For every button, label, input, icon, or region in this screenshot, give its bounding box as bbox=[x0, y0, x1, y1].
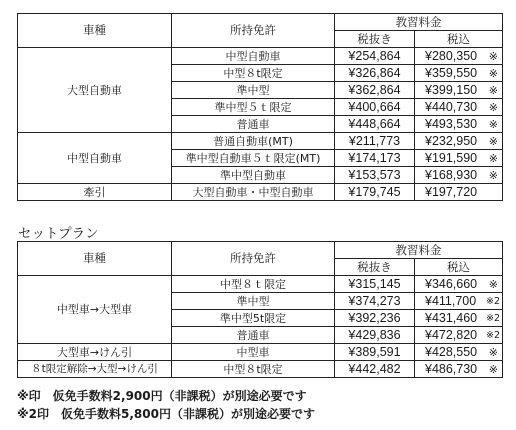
note-mark: ※2 bbox=[485, 295, 500, 307]
tax-incl-cell bbox=[415, 99, 503, 116]
pre-tax-cell: ¥374,273 bbox=[335, 293, 415, 310]
note-mark: ※ bbox=[488, 100, 498, 114]
note-mark: ※ bbox=[488, 345, 498, 359]
license-cell: 準中型自動車５ｔ限定(MT) bbox=[172, 150, 335, 167]
license-cell: 準中型5t限定 bbox=[172, 310, 335, 327]
vehicle-type-cell: 大型車→けん引 bbox=[18, 344, 172, 361]
note-mark: ※ bbox=[488, 66, 498, 80]
tax-incl-cell bbox=[415, 310, 503, 327]
note-mark: ※ bbox=[488, 151, 498, 165]
license-cell: 中型８ｔ限定 bbox=[172, 276, 335, 293]
tax-incl-cell bbox=[415, 293, 503, 310]
note-mark: ※2 bbox=[485, 312, 500, 324]
note-mark: ※ bbox=[488, 362, 498, 376]
table-row bbox=[18, 48, 503, 65]
tax-incl-value: ¥280,350 bbox=[425, 48, 478, 63]
tax-incl-cell bbox=[415, 276, 503, 293]
tax-incl-cell bbox=[415, 150, 503, 167]
pre-tax-cell: ¥211,773 bbox=[335, 133, 415, 150]
tax-incl-value: ¥168,930 bbox=[425, 167, 478, 182]
tax-incl-value: ¥399,150 bbox=[425, 82, 478, 97]
pre-tax-cell: ¥179,745 bbox=[335, 184, 415, 201]
table-header-row bbox=[18, 14, 503, 31]
license-cell: 中型車 bbox=[172, 344, 335, 361]
tax-incl-value: ¥440,730 bbox=[425, 99, 478, 114]
pre-tax-cell: ¥400,664 bbox=[335, 99, 415, 116]
tax-incl-value: ¥346,660 bbox=[425, 276, 478, 291]
pre-tax-cell: ¥326,864 bbox=[335, 65, 415, 82]
tax-incl-value: ¥232,950 bbox=[425, 133, 478, 148]
license-cell: 普通車 bbox=[172, 116, 335, 133]
note-mark: ※ bbox=[488, 277, 498, 291]
tax-incl-cell bbox=[415, 82, 503, 99]
vehicle-type-cell: 中型自動車 bbox=[18, 133, 172, 184]
set-plan-table bbox=[17, 241, 503, 378]
table-row bbox=[18, 361, 503, 378]
tax-incl-cell bbox=[415, 344, 503, 361]
tax-incl-value: ¥191,590 bbox=[425, 150, 478, 165]
license-cell: 中型８t限定 bbox=[172, 65, 335, 82]
header-license-held: 所持免許 bbox=[172, 242, 335, 276]
note-mark: ※ bbox=[488, 117, 498, 131]
tax-incl-cell bbox=[415, 167, 503, 184]
pre-tax-cell: ¥389,591 bbox=[335, 344, 415, 361]
tax-incl-value: ¥411,700 bbox=[425, 293, 477, 308]
tax-incl-value: ¥431,460 bbox=[425, 310, 478, 325]
note-mark: ※ bbox=[488, 83, 498, 97]
vehicle-type-cell: 牽引 bbox=[18, 184, 172, 201]
tax-incl-value: ¥493,530 bbox=[425, 116, 478, 131]
footnote-2: ※2印 仮免手数料5,800円（非課税）が別途必要です bbox=[17, 407, 315, 421]
pre-tax-cell: ¥254,864 bbox=[335, 48, 415, 65]
header-pre-tax: 税抜き bbox=[335, 31, 415, 48]
pre-tax-cell: ¥392,236 bbox=[335, 310, 415, 327]
tax-incl-value: ¥486,730 bbox=[425, 361, 478, 376]
tuition-table bbox=[17, 13, 503, 201]
header-license-held: 所持免許 bbox=[172, 14, 335, 48]
header-tuition: 教習料金 bbox=[335, 14, 503, 31]
header-vehicle-type: 車種 bbox=[18, 242, 172, 276]
header-vehicle-type: 車種 bbox=[18, 14, 172, 48]
license-cell: 準中型自動車 bbox=[172, 167, 335, 184]
tax-incl-cell bbox=[415, 116, 503, 133]
tax-incl-cell bbox=[415, 65, 503, 82]
license-cell: 準中型５ｔ限定 bbox=[172, 99, 335, 116]
license-cell: 中型自動車 bbox=[172, 48, 335, 65]
table-row bbox=[18, 344, 503, 361]
table-row bbox=[18, 276, 503, 293]
pre-tax-cell: ¥448,664 bbox=[335, 116, 415, 133]
vehicle-type-cell: 大型自動車 bbox=[18, 48, 172, 133]
license-cell: 普通車 bbox=[172, 327, 335, 344]
table-header-row bbox=[18, 242, 503, 259]
pre-tax-cell: ¥315,145 bbox=[335, 276, 415, 293]
tax-incl-value: ¥472,820 bbox=[425, 327, 478, 342]
table-row bbox=[18, 184, 503, 201]
note-mark: ※2 bbox=[485, 329, 500, 341]
header-tuition: 教習料金 bbox=[335, 242, 503, 259]
license-cell: 中型８t限定 bbox=[172, 361, 335, 378]
pre-tax-cell: ¥362,864 bbox=[335, 82, 415, 99]
tax-incl-cell bbox=[415, 361, 503, 378]
license-cell: 大型自動車・中型自動車 bbox=[172, 184, 335, 201]
footnote-1: ※印 仮免手数料2,900円（非課税）が別途必要です bbox=[17, 389, 307, 403]
note-mark: ※ bbox=[488, 134, 498, 148]
tax-incl-cell bbox=[415, 48, 503, 65]
header-pre-tax: 税抜き bbox=[335, 259, 415, 276]
pre-tax-cell: ¥442,482 bbox=[335, 361, 415, 378]
pre-tax-cell: ¥153,573 bbox=[335, 167, 415, 184]
license-cell: 準中型 bbox=[172, 82, 335, 99]
vehicle-type-cell: 中型車→大型車 bbox=[18, 276, 172, 344]
tax-incl-value: ¥428,550 bbox=[425, 344, 478, 359]
header-tax-incl: 税込 bbox=[415, 31, 503, 48]
tax-incl-cell bbox=[415, 327, 503, 344]
pre-tax-cell: ¥174,173 bbox=[335, 150, 415, 167]
note-mark: ※ bbox=[488, 168, 498, 182]
license-cell: 準中型 bbox=[172, 293, 335, 310]
tax-incl-cell bbox=[415, 133, 503, 150]
tax-incl-value: ¥197,720 bbox=[425, 184, 478, 199]
license-cell: 普通自動車(MT) bbox=[172, 133, 335, 150]
note-mark: ※ bbox=[488, 49, 498, 63]
header-tax-incl: 税込 bbox=[415, 259, 503, 276]
table-row bbox=[18, 133, 503, 150]
pre-tax-cell: ¥429,836 bbox=[335, 327, 415, 344]
set-plan-title: セットプラン bbox=[18, 226, 99, 242]
vehicle-type-cell: ８t限定解除→大型→けん引 bbox=[18, 361, 172, 378]
tax-incl-value: ¥359,550 bbox=[425, 65, 478, 80]
tax-incl-cell bbox=[415, 184, 503, 201]
